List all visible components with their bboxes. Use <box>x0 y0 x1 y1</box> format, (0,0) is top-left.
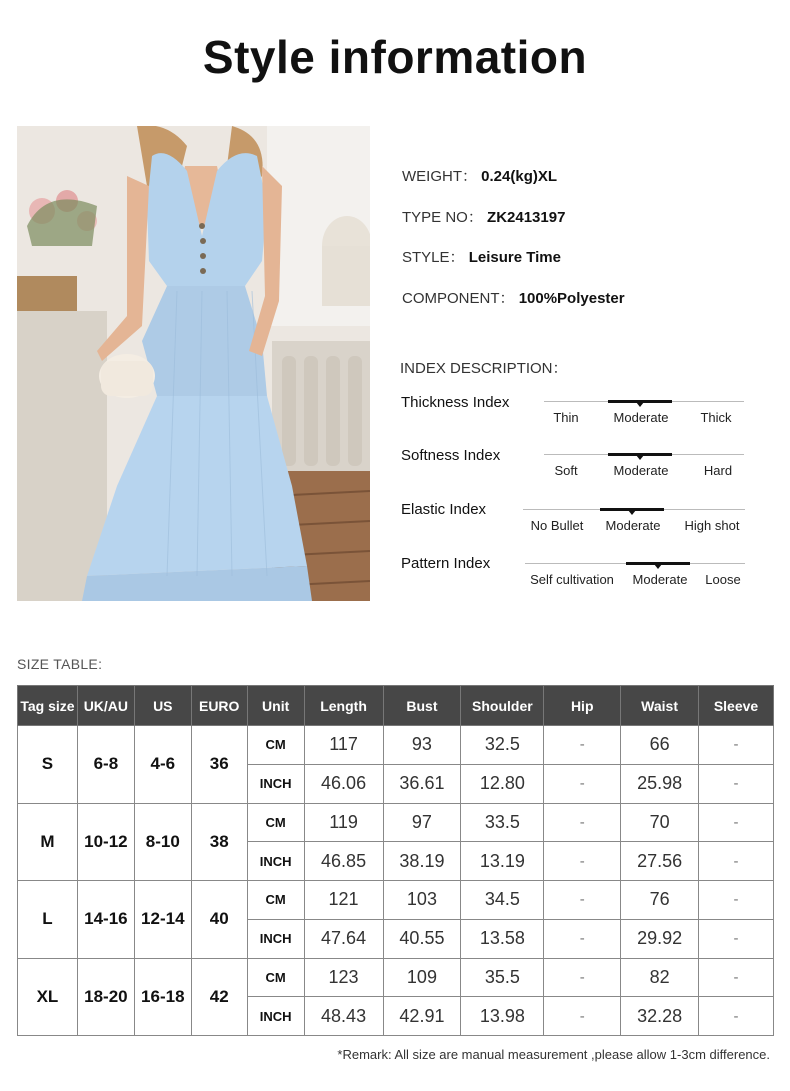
tag-size-cell: M <box>18 803 78 881</box>
hip-cell: - <box>544 919 621 958</box>
index-selected-marker <box>608 400 672 403</box>
uk-au-cell: 6-8 <box>77 726 134 804</box>
style-line <box>402 246 561 267</box>
pattern-index <box>401 555 761 595</box>
unit-cell: CM <box>247 881 304 920</box>
column-header: Sleeve <box>699 686 774 726</box>
uk-au-cell: 10-12 <box>77 803 134 881</box>
unit-cell: INCH <box>247 842 304 881</box>
uk-au-cell: 18-20 <box>77 958 134 1036</box>
shoulder-cell: 32.5 <box>461 726 544 765</box>
bust-cell: 93 <box>383 726 461 765</box>
index-name: Thickness Index <box>401 394 510 411</box>
us-cell: 16-18 <box>134 958 191 1036</box>
us-cell: 8-10 <box>134 803 191 881</box>
table-row <box>18 958 774 997</box>
unit-cell: INCH <box>247 764 304 803</box>
bust-cell: 38.19 <box>383 842 461 881</box>
weight-line <box>402 165 557 186</box>
component-label: COMPONENT： <box>402 290 515 307</box>
index-scale <box>525 563 745 593</box>
sleeve-cell: - <box>699 881 774 920</box>
index-name: Softness Index <box>401 447 501 464</box>
weight-label: WEIGHT： <box>402 168 477 185</box>
column-header: EURO <box>191 686 247 726</box>
hip-cell: - <box>544 764 621 803</box>
index-scale <box>544 454 744 484</box>
waist-cell: 32.28 <box>621 997 699 1036</box>
bust-cell: 40.55 <box>383 919 461 958</box>
index-option-selected: Moderate <box>632 572 688 587</box>
waist-cell: 70 <box>621 803 699 842</box>
index-option-selected: Moderate <box>613 410 669 425</box>
length-cell: 121 <box>304 881 383 920</box>
column-header: Waist <box>621 686 699 726</box>
bust-cell: 97 <box>383 803 461 842</box>
column-header: Shoulder <box>461 686 544 726</box>
shoulder-cell: 12.80 <box>461 764 544 803</box>
index-option: Hard <box>703 463 733 478</box>
euro-cell: 36 <box>191 726 247 804</box>
index-option-selected: Moderate <box>613 463 669 478</box>
bust-cell: 103 <box>383 881 461 920</box>
length-cell: 47.64 <box>304 919 383 958</box>
bust-cell: 36.61 <box>383 764 461 803</box>
table-header-row <box>18 686 774 726</box>
column-header: Length <box>304 686 383 726</box>
column-header: UK/AU <box>77 686 134 726</box>
bust-cell: 109 <box>383 958 461 997</box>
waist-cell: 82 <box>621 958 699 997</box>
dress-model-image <box>17 126 370 601</box>
sleeve-cell: - <box>699 726 774 765</box>
unit-cell: INCH <box>247 997 304 1036</box>
index-selected-marker <box>626 562 690 565</box>
length-cell: 46.85 <box>304 842 383 881</box>
index-scale <box>544 401 744 431</box>
tag-size-cell: XL <box>18 958 78 1036</box>
us-cell: 12-14 <box>134 881 191 959</box>
index-option: Loose <box>705 572 741 587</box>
index-option: No Bullet <box>530 518 584 533</box>
thickness-index <box>401 394 761 434</box>
softness-index <box>401 447 761 487</box>
length-cell: 117 <box>304 726 383 765</box>
component-value: 100%Polyester <box>518 290 625 307</box>
table-row <box>18 803 774 842</box>
index-option: High shot <box>684 518 740 533</box>
euro-cell: 40 <box>191 881 247 959</box>
sleeve-cell: - <box>699 803 774 842</box>
waist-cell: 76 <box>621 881 699 920</box>
shoulder-cell: 13.19 <box>461 842 544 881</box>
size-table-title: SIZE TABLE: <box>17 656 103 672</box>
table-row <box>18 726 774 765</box>
unit-cell: CM <box>247 803 304 842</box>
uk-au-cell: 14-16 <box>77 881 134 959</box>
euro-cell: 38 <box>191 803 247 881</box>
waist-cell: 27.56 <box>621 842 699 881</box>
us-cell: 4-6 <box>134 726 191 804</box>
unit-cell: CM <box>247 726 304 765</box>
tag-size-cell: S <box>18 726 78 804</box>
type-line <box>402 206 565 227</box>
index-option: Thick <box>700 410 732 425</box>
sleeve-cell: - <box>699 919 774 958</box>
hip-cell: - <box>544 881 621 920</box>
table-row <box>18 881 774 920</box>
shoulder-cell: 33.5 <box>461 803 544 842</box>
unit-cell: CM <box>247 958 304 997</box>
remark-note: *Remark: All size are manual measurement ,please allow 1-3cm difference. <box>337 1047 770 1062</box>
length-cell: 119 <box>304 803 383 842</box>
shoulder-cell: 13.98 <box>461 997 544 1036</box>
index-description-heading: INDEX DESCRIPTION： <box>400 360 568 377</box>
index-option: Thin <box>553 410 579 425</box>
index-option-selected: Moderate <box>605 518 661 533</box>
length-cell: 46.06 <box>304 764 383 803</box>
style-label: STYLE： <box>402 249 465 266</box>
unit-cell: INCH <box>247 919 304 958</box>
size-table <box>17 685 774 1036</box>
sleeve-cell: - <box>699 842 774 881</box>
index-option: Self cultivation <box>530 572 614 587</box>
column-header: US <box>134 686 191 726</box>
hip-cell: - <box>544 726 621 765</box>
component-line <box>402 287 625 308</box>
tag-size-cell: L <box>18 881 78 959</box>
length-cell: 123 <box>304 958 383 997</box>
waist-cell: 25.98 <box>621 764 699 803</box>
type-label: TYPE NO： <box>402 209 483 226</box>
shoulder-cell: 13.58 <box>461 919 544 958</box>
hip-cell: - <box>544 997 621 1036</box>
hip-cell: - <box>544 842 621 881</box>
column-header: Tag size <box>18 686 78 726</box>
column-header: Bust <box>383 686 461 726</box>
type-value: ZK2413197 <box>487 209 566 226</box>
shoulder-cell: 35.5 <box>461 958 544 997</box>
column-header: Hip <box>544 686 621 726</box>
column-header: Unit <box>247 686 304 726</box>
style-value: Leisure Time <box>468 249 561 266</box>
shoulder-cell: 34.5 <box>461 881 544 920</box>
sleeve-cell: - <box>699 997 774 1036</box>
bust-cell: 42.91 <box>383 997 461 1036</box>
hip-cell: - <box>544 803 621 842</box>
hip-cell: - <box>544 958 621 997</box>
product-photo <box>17 126 370 601</box>
index-name: Pattern Index <box>401 555 491 572</box>
sleeve-cell: - <box>699 958 774 997</box>
waist-cell: 66 <box>621 726 699 765</box>
sleeve-cell: - <box>699 764 774 803</box>
length-cell: 48.43 <box>304 997 383 1036</box>
index-selected-marker <box>600 508 664 511</box>
waist-cell: 29.92 <box>621 919 699 958</box>
index-option: Soft <box>554 463 578 478</box>
index-name: Elastic Index <box>401 501 487 518</box>
elastic-index <box>401 501 761 541</box>
euro-cell: 42 <box>191 958 247 1036</box>
index-selected-marker <box>608 453 672 456</box>
index-scale <box>523 509 745 539</box>
weight-value: 0.24(kg)XL <box>481 168 558 185</box>
page-title: Style information <box>202 31 588 83</box>
